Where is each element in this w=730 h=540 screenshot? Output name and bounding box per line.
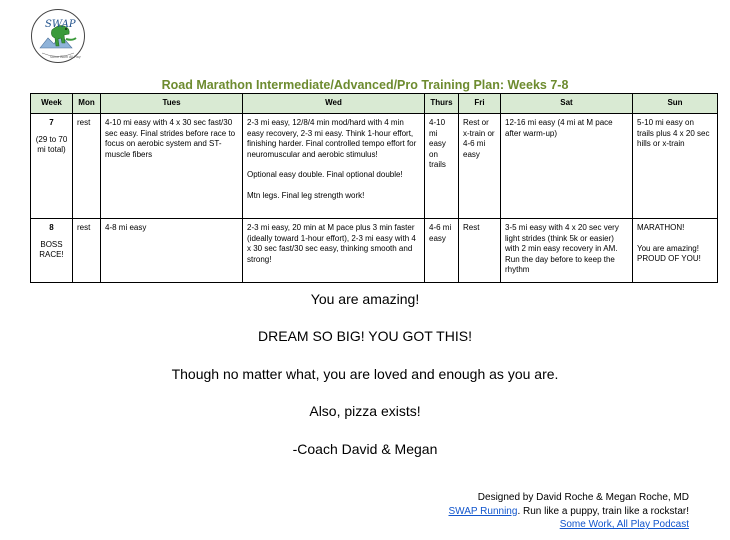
week-number: 7 [49,118,54,127]
swap-running-link[interactable]: SWAP Running [448,505,518,517]
table-header-row [31,94,718,114]
thurs-cell: 4-10 mi easy on trails [425,114,459,219]
header-thurs: Thurs [425,94,459,114]
wed-strength: Mtn legs. Final leg strength work! [247,190,365,200]
wed-workout: 2-3 mi easy, 20 min at M pace plus 3 min faster (ideally toward 1-hour effort), 2-3 mi easy with 4 x 30 sec fast/30 sec easy, thinking smooth and strong! [247,223,416,264]
week-note: (29 to 70 mi total) [35,134,68,154]
footer [449,491,690,532]
sun-cell: 5-10 mi easy on trails plus 4 x 20 sec hills or x-train [633,114,718,219]
wed-cell [243,114,425,219]
sun-proud: You are amazing! PROUD OF YOU! [637,243,701,263]
fri-cell: Rest [459,219,501,283]
wed-cell [243,219,425,283]
week-note: BOSS RACE! [39,239,64,259]
header-mon: Mon [73,94,101,114]
logo-text: SWAP [45,19,76,30]
table-row-week-7 [31,114,718,219]
training-plan-table [30,93,718,283]
header-sat: Sat [501,94,633,114]
sun-marathon: MARATHON! [637,223,685,232]
tues-cell: 4-10 mi easy with 4 x 30 sec fast/30 sec easy. Final strides before race to focus on aerobic system and ST-muscle fibers [101,114,243,219]
wed-workout: 2-3 mi easy, 12/8/4 min mod/hard with 4 min easy recovery, 2-3 mi easy. Think 1-hour effort, finishing harder. Final controlled tempo effort for neuromuscular and aerobic stimulus! [247,118,417,159]
coach-signature: -Coach David & Megan [292,441,438,457]
sun-cell [633,219,718,283]
header-fri: Fri [459,94,501,114]
thurs-cell: 4-6 mi easy [425,219,459,283]
header-week: Week [31,94,73,114]
sat-cell: 3-5 mi easy with 4 x 20 sec very light strides (think 5k or easier) with 2 min easy recovery in AM. Run the day before to keep the rhythm [501,219,633,283]
header-wed: Wed [243,94,425,114]
sat-cell: 12-16 mi easy (4 mi at M pace after warm-up) [501,114,633,219]
swap-logo [30,8,86,64]
message-dream-big: DREAM SO BIG! YOU GOT THIS! [258,328,472,344]
message-pizza: Also, pizza exists! [309,403,421,419]
header-tues: Tues [101,94,243,114]
fri-cell: Rest or x-train or 4-6 mi easy [459,114,501,219]
message-loved: Though no matter what, you are loved and enough as you are. [171,366,559,382]
header-sun: Sun [633,94,718,114]
week-cell [31,219,73,283]
page-title: Road Marathon Intermediate/Advanced/Pro Training Plan: Weeks 7-8 [161,78,569,92]
podcast-link[interactable]: Some Work, All Play Podcast [559,519,689,530]
designed-by: Designed by David Roche & Megan Roche, MD [477,492,689,503]
mon-cell: rest [73,114,101,219]
footer-tagline-line [449,505,690,519]
tagline-text: . Run like a puppy, train like a rockstar! [517,505,689,517]
table-row-week-8 [31,219,718,283]
mon-cell: rest [73,219,101,283]
wed-double: Optional easy double. Final optional double! [247,170,403,179]
dinosaur-runner-icon [30,8,86,64]
message-amazing: You are amazing! [310,291,420,307]
week-number: 8 [49,223,54,232]
tues-cell: 4-8 mi easy [101,219,243,283]
week-cell [31,114,73,219]
logo-subtext: Some Work All Play [50,55,81,59]
